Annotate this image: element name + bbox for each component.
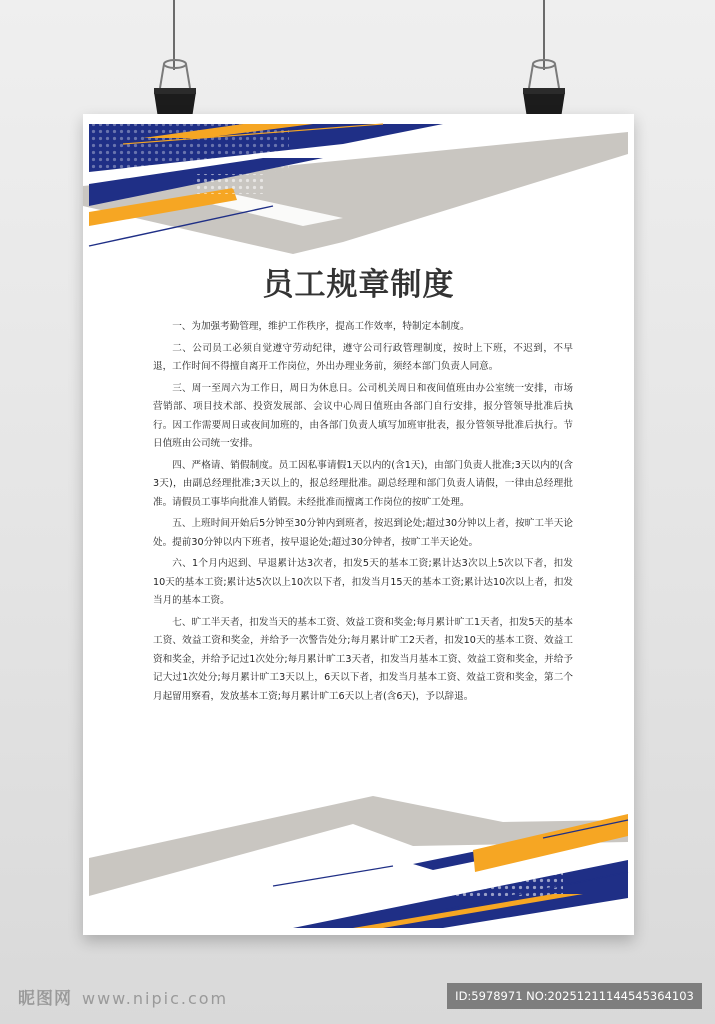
regulation-item-2: 二、公司员工必须自觉遵守劳动纪律，遵守公司行政管理制度，按时上下班，不迟到，不早退，工作时间不得擅自离开工作岗位，外出办理业务前，须经本部门负责人同意。: [153, 342, 573, 372]
image-id-badge: ID:5978971 NO:20251211144545364103: [447, 983, 702, 1009]
site-url: www.nipic.com: [82, 989, 229, 1008]
regulation-body: [153, 318, 573, 709]
regulation-item-5: 五、上班时间开始后5分钟至30分钟内到班者，按迟到论处;超过30分钟以上者，按旷工半天论处。提前30分钟以内下班者，按早退论处;超过30分钟者，按旷工半天论处。: [153, 518, 573, 548]
regulation-item-1: 一、为加强考勤管理，维护工作秩序，提高工作效率，特制定本制度。: [172, 321, 470, 332]
site-watermark: [18, 984, 228, 1009]
regulation-item-4: 四、严格请、销假制度。员工因私事请假1天以内的(含1天)，由部门负责人批准;3天以内的(含3天)，由副总经理批准;3天以上的，报总经理批准。副总经理和部门负责人请假，一律由总经理批准。请假员工事毕向批准人销假。未经批准而擅离工作岗位的按旷工处理。: [153, 459, 573, 508]
regulation-item-6: 六、1个月内迟到、早退累计达3次者，扣发5天的基本工资;累计达3次以上5次以下者，扣发10天的基本工资;累计达5次以上10次以下者，扣发当月15天的基本工资;累计达10次以上者，扣发当月的基本工资。: [153, 558, 573, 606]
regulation-item-3: 三、周一至周六为工作日，周日为休息日。公司机关周日和夜间值班由办公室统一安排，市场营销部、项目技术部、投资发展部、会议中心周日值班由各部门自行安排，报分管领导批准后执行。因工作需要周日或夜间加班的，由各部门负责人填写加班审批表，报分管领导批准后执行。节日值班由公司统一安排。: [153, 382, 573, 449]
bottom-geometric-decoration: [83, 786, 634, 935]
site-name: 昵图网: [18, 989, 72, 1009]
top-geometric-decoration: [83, 114, 634, 274]
binder-clip-left-icon: [150, 58, 200, 122]
binder-clip-right-icon: [519, 58, 569, 122]
regulation-item-7: 七、旷工半天者，扣发当天的基本工资、效益工资和奖金;每月累计旷工1天者，扣发5天的基本工资、效益工资和奖金，并给予一次警告处分;每月累计旷工2天者，扣发10天的基本工资、效益工资和奖金，并给予记过1次处分;每月累计旷工3天者，扣发当月基本工资、效益工资和奖金，并给予记大过1次处分;每月累计旷工3天以上，6天以下者，扣发当月基本工资、效益工资和奖金，第二个月起留用察看，发放基本工资;每月累计旷工6天以上者(含6天)，予以辞退。: [153, 616, 573, 702]
poster-sheet: [83, 114, 634, 935]
poster-title: 员工规章制度: [262, 267, 455, 303]
